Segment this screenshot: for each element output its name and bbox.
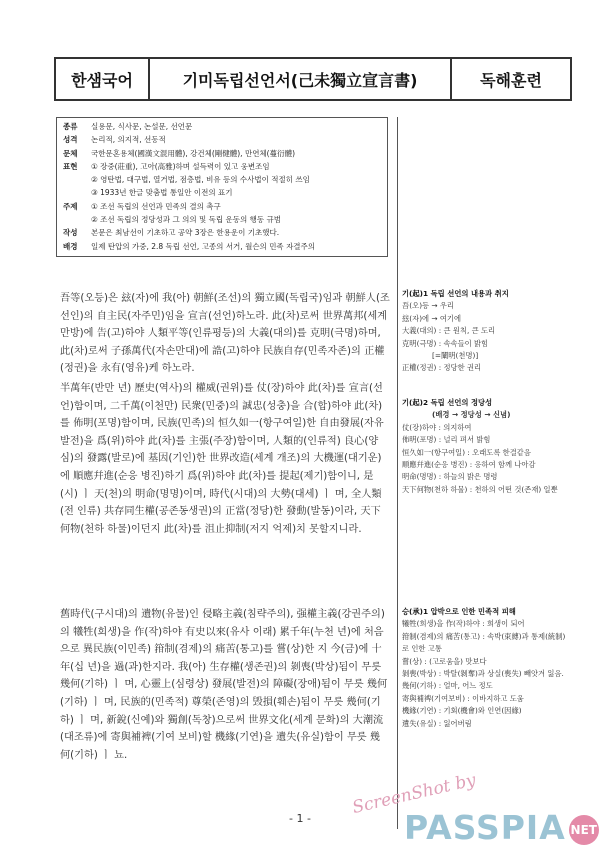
vocab-line: 箝制(겸제)의 痛苦(통고) : 속박(束縛)과 통제(統制)로 인한 고통 xyxy=(402,631,566,654)
vocab-line: 遺失(유실) : 잃어버림 xyxy=(402,718,472,728)
summary-row xyxy=(63,160,387,173)
paragraph-2 xyxy=(60,380,390,538)
summary-label: 배경 xyxy=(63,241,78,251)
vocab-section-title: 기(起)2 독립 선언의 정당성 xyxy=(402,398,493,407)
summary-row xyxy=(63,226,387,239)
vocab-section-3 xyxy=(402,606,570,730)
vocab-line: 犧牲(희생)을 作(작)하야 : 희생이 되어 xyxy=(402,619,525,629)
summary-row xyxy=(63,173,387,186)
vocab-line: [=闡明(천명)] xyxy=(432,351,479,361)
summary-text: ① 장중(莊重), 고아(高雅)하며 설득력이 있고 웅변조임 xyxy=(91,161,270,171)
summary-text: ② 영탄법, 대구법, 열거법, 점층법, 비유 등의 수사법이 적절히 쓰임 xyxy=(91,175,310,185)
vocab-section-title: 승(承)1 압박으로 인한 민족적 피해 xyxy=(402,607,516,616)
vocab-line: 玆(자)에 → 여기에 xyxy=(402,313,461,323)
vocab-line: 天下何物(천하 하물) : 천하의 어떤 것(존재) 일뿐 xyxy=(402,484,558,494)
paragraph-1 xyxy=(60,290,390,378)
summary-label xyxy=(63,173,91,186)
summary-row xyxy=(63,147,387,160)
summary-label: 종류 xyxy=(63,122,78,131)
summary-text: 논리적, 의지적, 선동적 xyxy=(91,135,166,145)
vocab-line: 克明(극명) : 속속들이 밝힘 xyxy=(402,338,489,348)
watermark-script: ScreenShot by xyxy=(350,770,478,818)
vocab-line: 嘗(상) : (고로움을) 맛보다 xyxy=(402,656,487,666)
paragraph-3 xyxy=(60,606,390,764)
summary-label: 주제 xyxy=(63,201,78,211)
paragraph-text: 半萬年(반만 년) 歷史(역사)의 權威(권위)를 仗(장)하야 此(차)를 宣言(선언)함이며, 二千萬(이천만) 民衆(민중)의 誠忠(성충)을 合(합)하야 此(차)를 佈明(포명)함이며, 民族(민족)의 恒久如一(항구여일)한 自由發展(자유 발전)을 爲(위)하야 此(차)를 主張(주장)함이며, 人類的(인류적) 良心(양심)의 發露(발로)에 基因(기인)한 世界改造(세계 개조)의 大機運(대기운)에 順應幷進(순응 병진)하기 爲(위)하야 此(차)를 提起(제기)함이니, 是(시) ㅣ 天(천)의 明命(명명)이며, 時代(시대)의 大勢(대세) ㅣ 며, 全人類(전 인류) 共存同生權(공존동생권)의 正當(정당)한 發動(발동)이라, 天下何物(천하 하물)이던지 此(차)를 沮止抑制(저지 억제)치 못할지니라. xyxy=(60,383,384,535)
title-header xyxy=(54,57,572,101)
watermark-brand: PASSPIA xyxy=(404,808,566,847)
summary-label xyxy=(63,186,91,199)
page-number: - 1 - xyxy=(289,812,311,825)
watermark-logo xyxy=(404,808,599,847)
vocab-line: 吾(오)등 → 우리 xyxy=(402,301,454,311)
summary-text: 일제 탄압의 가중, 2.8 독립 선언, 고종의 서거, 월슨의 민족 자결주의 xyxy=(91,241,316,251)
vocab-section-2 xyxy=(402,397,570,496)
vocab-line: 恒久如一(항구여일) : 오래도록 한결같음 xyxy=(402,447,531,457)
summary-row xyxy=(63,186,387,199)
watermark-badge: NET xyxy=(569,815,599,845)
paragraph-text: 舊時代(구시대)의 遺物(유물)인 侵略主義(침략주의), 强權主義(강권주의)의 犧牲(희생)을 作(작)하야 有史以來(유사 이래) 累千年(누천 년)에 처음으로 異民族(이민족) 箝制(겸제)의 痛苦(통고)를 嘗(상)한 지 今(금)에 十年(십 년)을 過(과)한지라. 我(아) 生存權(생존권)의 剝喪(박상)됨이 무릇 幾何(기하) ㅣ 며, 心靈上(심령상) 發展(발전)의 障礙(장애)됨이 무릇 幾何(기하) ㅣ 며, 民族的(민족적) 尊榮(존영)의 毁損(훼손)됨이 무릇 幾何(기하) ㅣ 며, 新銳(신예)와 獨創(독창)으로써 世界文化(세계 문화)의 大潮流(대조류)에 寄與補裨(기여 보비)할 機緣(기연)을 遺失(유실)함이 무릇 幾何(기하) ㅣ 뇨. xyxy=(60,609,388,761)
vocab-line: 剝喪(박상) : 박탈(剝奪)과 상실(喪失) 빼앗겨 잃음. xyxy=(402,669,564,679)
summary-row xyxy=(63,133,387,146)
vocab-line: 正權(정권) : 정당한 권리 xyxy=(402,363,482,373)
summary-label xyxy=(63,213,91,226)
summary-label: 표현 xyxy=(63,161,78,171)
summary-row xyxy=(63,213,387,226)
summary-text: ② 조선 독립의 정당성과 그 의의 및 독립 운동의 행동 규범 xyxy=(91,215,281,225)
vocab-line: 大義(대의) : 큰 원칙, 큰 도리 xyxy=(402,326,496,336)
summary-label: 문체 xyxy=(63,148,78,158)
vocab-line: 佈明(포명) : 널리 펴서 밝힘 xyxy=(402,435,491,445)
summary-text: ③ 1933년 한글 맞춤법 통일안 이전의 표기 xyxy=(91,188,233,198)
summary-text: 실용문, 식사문, 논설문, 선언문 xyxy=(91,122,193,131)
vocab-line: 寄與補裨(기여보비) : 이바지하고 도움 xyxy=(402,693,524,703)
summary-label: 성격 xyxy=(63,135,78,145)
vocab-line: 仗(장)하야 : 의지하여 xyxy=(402,422,472,432)
vocab-section-1 xyxy=(402,288,570,375)
vocab-line: 明命(명명) : 하늘의 밝은 명령 xyxy=(402,472,498,482)
vocab-section-title: 기(起)1 독립 선언의 내용과 취지 xyxy=(402,289,509,298)
summary-row xyxy=(63,200,387,213)
vocab-section-subtitle: (배경 → 정당성 → 신념) xyxy=(432,410,511,420)
summary-label: 작성 xyxy=(63,228,78,238)
sidebar-divider xyxy=(397,117,398,829)
summary-text: 국한문혼용체(國漢文混用體), 강건체(剛健體), 만연체(蔓衍體) xyxy=(91,148,296,158)
header-section: 독해훈련 xyxy=(480,70,542,90)
vocab-line: 順應幷進(순응 병진) : 응하여 함께 나아감 xyxy=(402,460,536,470)
vocab-line: 幾何(기하) : 얼마, 어느 정도 xyxy=(402,681,493,691)
header-publisher: 한샘국어 xyxy=(56,59,150,99)
paragraph-text: 吾等(오등)은 玆(자)에 我(아) 朝鮮(조선)의 獨立國(독립국)임과 朝鮮人(조선인)의 自主民(자주민)임을 宣言(선언)하노라. 此(차)로써 世界萬邦(세계만방)에 告(고)하야 人類平等(인류평등)의 大義(대의)를 克明(극명)하며, 此(차)로써 子孫萬代(자손만대)에 誥(고)하야 民族自存(민족자존)의 正權(정권)을 永有(영유)케 하노라. xyxy=(60,293,390,375)
vocab-line: 機緣(기연) : 기회(機會)와 인연(因緣) xyxy=(402,706,522,716)
summary-row xyxy=(63,120,387,133)
summary-text: ① 조선 독립의 선언과 민족의 결의 촉구 xyxy=(91,201,221,211)
header-title: 기미독립선언서(己未獨立宣言書) xyxy=(150,59,452,99)
summary-row xyxy=(63,240,387,253)
summary-box xyxy=(56,117,388,257)
summary-text: 본문은 최남선이 기초하고 공약 3장은 한용운이 기초했다. xyxy=(91,228,280,238)
